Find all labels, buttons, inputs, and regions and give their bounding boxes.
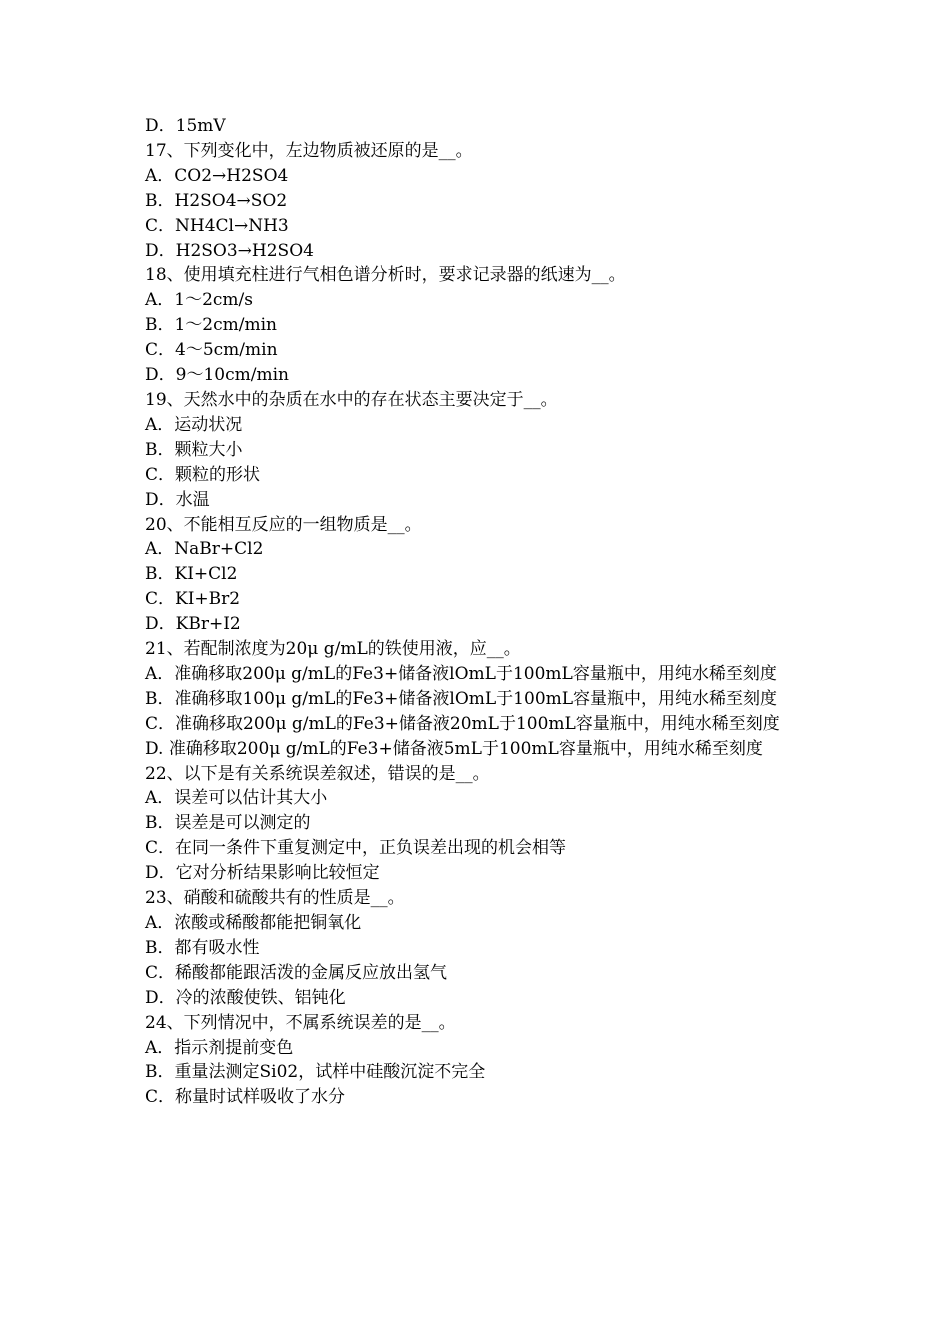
- option-line: D．H2SO3→H2SO4: [145, 240, 314, 261]
- question-line: 20、不能相互反应的一组物质是__。: [145, 514, 422, 535]
- option-line: D．冷的浓酸使铁、铝钝化: [145, 987, 346, 1008]
- question-line: 23、硝酸和硫酸共有的性质是__。: [145, 888, 405, 909]
- option-line: A．运动状况: [145, 414, 243, 435]
- option-line: B．准确移取100μ g/mL的Fe3+储备液lOmL于100mL容量瓶中，用纯水稀至刻度: [145, 688, 778, 709]
- option-line: A．误差可以估计其大小: [145, 788, 328, 809]
- option-line: C．在同一条件下重复测定中，正负误差出现的机会相等: [145, 838, 567, 859]
- option-line: B．颗粒大小: [145, 439, 243, 460]
- option-line: C．颗粒的形状: [145, 464, 261, 485]
- option-line: A．指示剂提前变色: [145, 1037, 294, 1058]
- option-line: A．浓酸或稀酸都能把铜氧化: [145, 913, 362, 933]
- option-line: B．误差是可以测定的: [145, 813, 311, 834]
- option-line: A．1～2cm/s: [145, 290, 254, 311]
- option-line: C．准确移取200μ g/mL的Fe3+储备液20mL于100mL容量瓶中，用纯水稀至刻度: [145, 713, 780, 734]
- option-line: C．KI+Br2: [145, 589, 241, 610]
- option-line: D. 准确移取200μ g/mL的Fe3+储备液5mL于100mL容量瓶中，用纯水稀至刻度: [145, 738, 763, 759]
- option-line: B．KI+Cl2: [145, 564, 238, 585]
- question-line: 18、使用填充柱进行气相色谱分析时，要求记录器的纸速为__。: [145, 265, 626, 286]
- question-line: 17、下列变化中，左边物质被还原的是__。: [145, 140, 473, 161]
- question-line: 19、天然水中的杂质在水中的存在状态主要决定于__。: [145, 389, 558, 410]
- option-line: B．都有吸水性: [145, 937, 260, 958]
- option-line: D．15mV: [145, 116, 226, 136]
- option-line: D．KBr+I2: [145, 614, 241, 635]
- option-line: C．称量时试样吸收了水分: [145, 1087, 346, 1108]
- option-line: A．准确移取200μ g/mL的Fe3+储备液lOmL于100mL容量瓶中，用纯水稀至刻度: [145, 663, 777, 684]
- option-line: A．NaBr+Cl2: [145, 539, 264, 560]
- question-line: 24、下列情况中，不属系统误差的是__。: [145, 1012, 456, 1033]
- option-line: C．4～5cm/min: [145, 340, 278, 361]
- option-line: A．CO2→H2SO4: [145, 165, 289, 186]
- document-page: [145, 114, 810, 1110]
- question-line: 22、以下是有关系统误差叙述，错误的是__。: [145, 763, 490, 784]
- option-line: B．重量法测定Si02，试样中硅酸沉淀不完全: [145, 1062, 486, 1083]
- option-line: C．稀酸都能跟活泼的金属反应放出氢气: [145, 962, 448, 983]
- option-line: D．9～10cm/min: [145, 365, 289, 386]
- option-line: C．NH4Cl→NH3: [145, 215, 289, 236]
- option-line: B．1～2cm/min: [145, 315, 277, 336]
- option-line: B．H2SO4→SO2: [145, 190, 288, 211]
- question-line: 21、若配制浓度为20μ g/mL的铁使用液，应__。: [145, 639, 521, 660]
- option-line: D．水温: [145, 489, 210, 510]
- option-line: D．它对分析结果影响比较恒定: [145, 863, 380, 884]
